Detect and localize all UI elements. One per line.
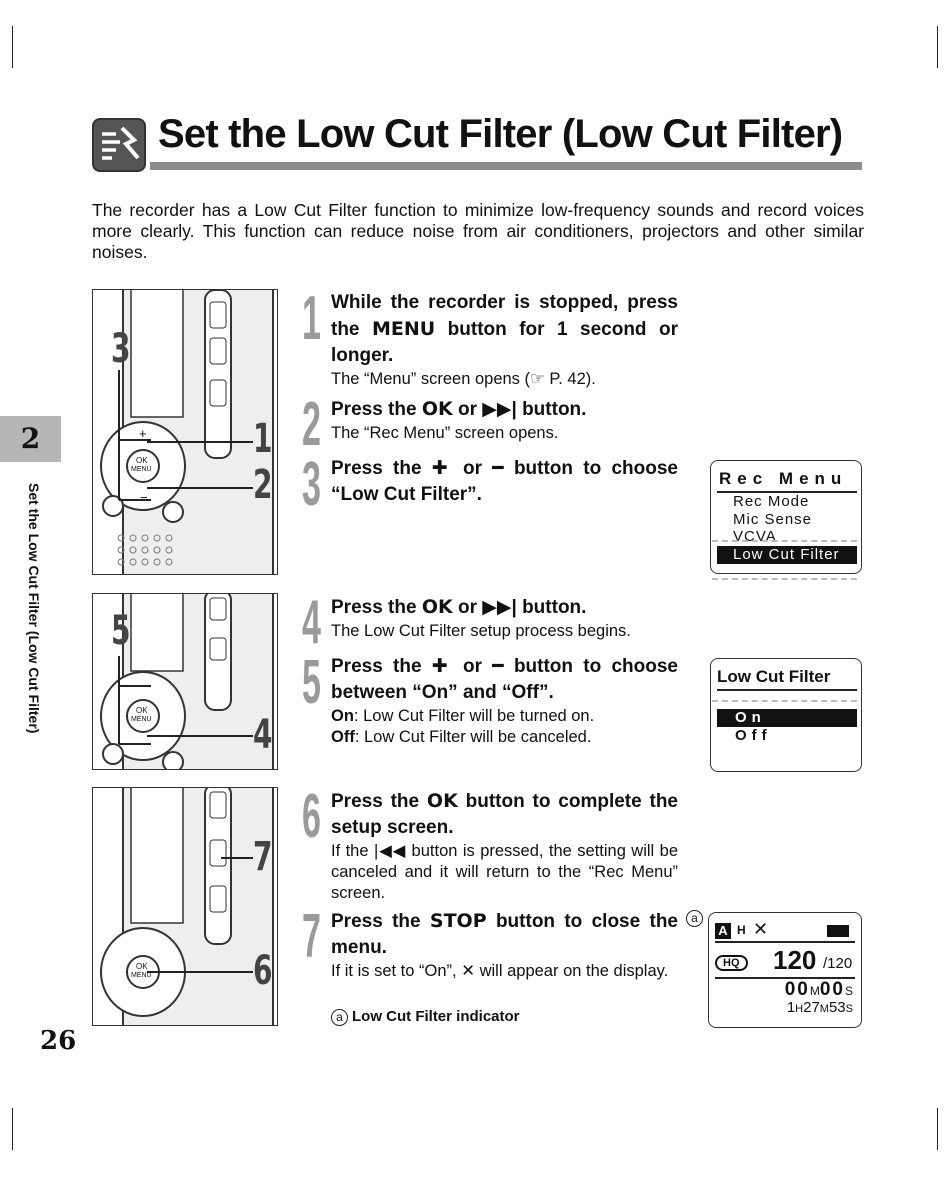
display-marker-a: a bbox=[686, 910, 703, 927]
device-menu-label: MENU bbox=[131, 466, 152, 473]
device-ok-label: OK bbox=[136, 962, 148, 971]
recorder-settings-icon bbox=[92, 118, 146, 172]
step-number: 1 bbox=[302, 284, 321, 353]
device-illustration-3 bbox=[92, 787, 278, 1026]
step-6 bbox=[302, 782, 679, 904]
device-illustration-1 bbox=[92, 289, 278, 575]
folder-a-icon: A bbox=[715, 923, 731, 939]
step-heading: Press the OK or ▶▶| button. bbox=[331, 398, 587, 420]
callout-1: 1 bbox=[253, 416, 273, 462]
step-description: If it is set to “On”, ✕ will appear on the display. bbox=[331, 962, 669, 980]
callout-4: 4 bbox=[253, 712, 273, 758]
chapter-tab[interactable]: 2 bbox=[0, 416, 61, 462]
low-cut-filter-icon: ✕ bbox=[753, 919, 769, 939]
low-cut-filter-display bbox=[710, 658, 862, 772]
device-ok-label: OK bbox=[136, 456, 148, 465]
device-menu-label: MENU bbox=[131, 972, 152, 979]
step-number: 7 bbox=[302, 902, 321, 971]
menu-item-selected: Low Cut Filter bbox=[733, 546, 840, 563]
title-rule bbox=[150, 162, 862, 170]
device-minus-label: − bbox=[140, 490, 148, 505]
option-off: Off bbox=[735, 727, 772, 744]
mic-sense-icon: H bbox=[737, 923, 746, 937]
step-heading: Press the OK or ▶▶| button. bbox=[331, 596, 587, 618]
status-display bbox=[708, 912, 862, 1028]
callout-6: 6 bbox=[253, 948, 273, 994]
file-number: 120 bbox=[773, 945, 817, 975]
status-top-rule bbox=[715, 941, 855, 943]
step-description: The “Menu” screen opens (☞ P. 42). bbox=[331, 370, 596, 388]
intro-text: The recorder has a Low Cut Filter function to minimize low-frequency sounds and record voices more clearly. This function can reduce noise from air conditioners, projectors and other similar noises. bbox=[92, 200, 864, 262]
page-title: Set the Low Cut Filter (Low Cut Filter) bbox=[158, 112, 843, 156]
step-heading: Press the STOP button to close the menu. bbox=[331, 910, 678, 958]
device-ok-label: OK bbox=[136, 706, 148, 715]
step-7 bbox=[302, 902, 678, 982]
step-number: 3 bbox=[302, 450, 321, 519]
blink-indicator bbox=[712, 540, 857, 542]
step-3 bbox=[302, 450, 678, 519]
menu-item: Rec Mode bbox=[733, 493, 810, 510]
display-rule bbox=[717, 689, 857, 691]
battery-icon bbox=[827, 925, 849, 937]
marker-a: a bbox=[331, 1009, 348, 1026]
step-heading: While the recorder is stopped, press the MENU button for 1 second or longer. bbox=[331, 292, 678, 366]
page-number: 26 bbox=[40, 1026, 77, 1056]
indicator-note: a Low Cut Filter indicator bbox=[331, 1008, 520, 1026]
step-number: 4 bbox=[302, 588, 321, 657]
step-2 bbox=[302, 390, 678, 459]
crop-mark bbox=[937, 1108, 938, 1150]
crop-mark bbox=[12, 1108, 13, 1150]
option-on-selected: On bbox=[735, 709, 766, 726]
device-illustration-2 bbox=[92, 593, 278, 770]
menu-item: Mic Sense bbox=[733, 511, 813, 528]
callout-7: 7 bbox=[253, 834, 273, 880]
step-4 bbox=[302, 588, 678, 657]
callout-3: 3 bbox=[111, 326, 131, 372]
file-total: /120 bbox=[823, 955, 853, 972]
device-plus-label: + bbox=[139, 426, 147, 441]
menu-item: VCVA bbox=[733, 528, 777, 545]
step-number: 6 bbox=[302, 782, 321, 851]
display-title: Low Cut Filter bbox=[717, 667, 831, 686]
step-description: The “Rec Menu” screen opens. bbox=[331, 424, 559, 442]
device-menu-label: MENU bbox=[131, 716, 152, 723]
step-number: 2 bbox=[302, 390, 321, 459]
step-heading: Press the ✚ or ━ button to choose between “On” and “Off”. bbox=[331, 656, 678, 703]
step-description-on: On: Low Cut Filter will be turned on. bbox=[331, 707, 595, 725]
step-heading: Press the ✚ or ━ button to choose “Low Cut Filter”. bbox=[331, 458, 678, 505]
elapsed-time: 00M00S bbox=[784, 979, 853, 1000]
side-chapter-label: Set the Low Cut Filter (Low Cut Filter) bbox=[26, 483, 42, 734]
callout-5: 5 bbox=[111, 608, 131, 654]
blink-indicator bbox=[712, 700, 857, 702]
step-1 bbox=[302, 284, 678, 390]
step-5 bbox=[302, 648, 678, 748]
step-heading: Press the OK button to complete the setup screen. bbox=[331, 790, 679, 838]
remaining-time: 1H27M53S bbox=[786, 999, 853, 1016]
step-description: The Low Cut Filter setup process begins. bbox=[331, 622, 631, 640]
rec-mode-icon: HQ bbox=[715, 955, 748, 971]
crop-mark bbox=[12, 26, 13, 68]
step-number: 5 bbox=[302, 648, 321, 717]
step-description-off: Off: Low Cut Filter will be canceled. bbox=[331, 728, 592, 746]
blink-indicator bbox=[712, 578, 857, 580]
callout-2: 2 bbox=[253, 462, 273, 508]
crop-mark bbox=[937, 26, 938, 68]
rec-menu-display bbox=[710, 460, 862, 574]
display-title: Rec Menu bbox=[719, 469, 848, 488]
step-description: If the |◀◀ button is pressed, the setting will be canceled and it will return to the “Rec Menu” screen. bbox=[331, 842, 678, 902]
